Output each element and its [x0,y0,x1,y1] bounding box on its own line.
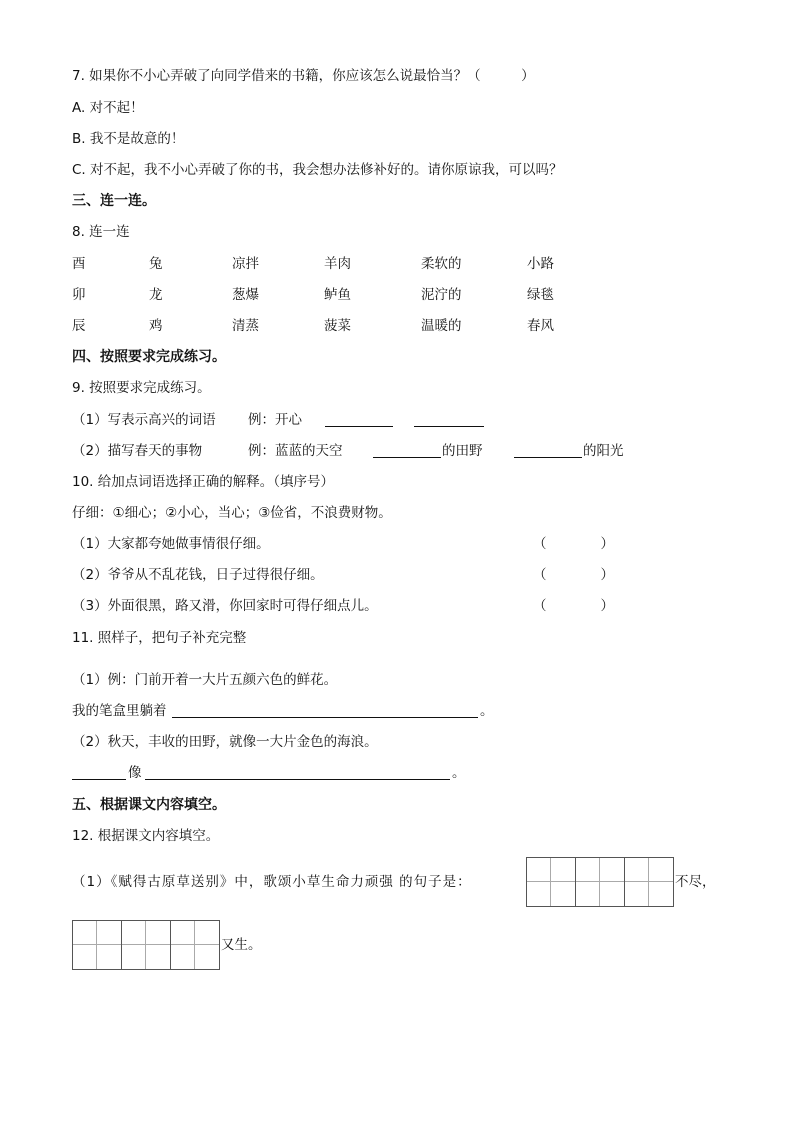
q11-example-2: （2）秋天，丰收的田野，就像一大片金色的海浪。 [72,734,378,750]
q11-fill-2-blank-2[interactable] [145,765,450,780]
q10-definition: 仔细：①细心；②小心，当心；③俭省，不浪费财物。 [72,505,392,521]
q12-char-grid-1 [526,857,674,907]
q9-part1-blank-1[interactable] [325,412,393,427]
match-word[interactable]: 温暖的 [421,318,462,334]
match-word[interactable]: 酉 [72,256,86,272]
q8-stem: 8. 连一连 [72,224,130,240]
q11-fill-2-end: 。 [452,765,466,781]
match-word[interactable]: 小路 [527,256,554,272]
q9-part2-suffix-2: 的阳光 [583,443,624,459]
q11-fill-1-blank[interactable] [172,703,478,718]
q10-answer-3[interactable]: （ ） [533,598,614,614]
match-word[interactable]: 辰 [72,318,86,334]
match-word[interactable]: 兔 [149,256,163,272]
q9-part2-blank-2[interactable] [514,443,582,458]
q12-part1-text: （1）《赋得古原草送别》中，歌颂小草生命力顽强 的句子是： [72,874,472,890]
q12-after-grid-1: 不尽， [675,874,716,890]
q10-item-1: （1）大家都夸她做事情很仔细。 [72,536,270,552]
q9-stem: 9. 按照要求完成练习。 [72,380,211,396]
q9-part1-example: 例：开心 [248,412,302,428]
char-box[interactable] [576,858,625,906]
q12-after-grid-2: 又生。 [221,937,262,953]
char-box[interactable] [122,921,171,969]
q11-fill-2-mid: 像 [128,765,142,781]
match-word[interactable]: 春风 [527,318,554,334]
char-box[interactable] [527,858,576,906]
q7-option-c: C. 对不起，我不小心弄破了你的书，我会想办法修补好的。请你原谅我，可以吗？ [72,162,563,178]
q11-fill-2-blank-1[interactable] [72,765,126,780]
q9-part1-label: （1）写表示高兴的词语 [72,412,216,428]
match-word[interactable]: 葱爆 [232,287,259,303]
match-word[interactable]: 清蒸 [232,318,259,334]
q9-part2-example: 例：蓝蓝的天空 [248,443,343,459]
q9-part2-blank-1[interactable] [373,443,441,458]
match-word[interactable]: 鸡 [149,318,163,334]
q7-stem: 7. 如果你不小心弄破了向同学借来的书籍，你应该怎么说最恰当？（ ） [72,68,535,84]
match-word[interactable]: 柔软的 [421,256,462,272]
match-word[interactable]: 凉拌 [232,256,259,272]
q10-answer-2[interactable]: （ ） [533,567,614,583]
q7-option-a: A. 对不起！ [72,100,144,116]
q10-stem: 10. 给加点词语选择正确的解释。（填序号） [72,474,335,490]
q11-example-1: （1）例：门前开着一大片五颜六色的鲜花。 [72,672,338,688]
match-word[interactable]: 鲈鱼 [324,287,351,303]
q11-fill-1-prefix: 我的笔盒里躺着 [72,703,167,719]
q10-item-3: （3）外面很黑，路又滑，你回家时可得仔细点儿。 [72,598,378,614]
char-box[interactable] [73,921,122,969]
match-word[interactable]: 泥泞的 [421,287,462,303]
q12-char-grid-2 [72,920,220,970]
q9-part2-label: （2）描写春天的事物 [72,443,203,459]
section-4-title: 四、按照要求完成练习。 [72,349,226,365]
char-box[interactable] [171,921,219,969]
q9-part1-blank-2[interactable] [414,412,484,427]
q11-stem: 11. 照样子，把句子补充完整 [72,630,247,646]
q10-item-2: （2）爷爷从不乱花钱，日子过得很仔细。 [72,567,324,583]
q10-answer-1[interactable]: （ ） [533,536,614,552]
match-word[interactable]: 绿毯 [527,287,554,303]
q11-fill-1-end: 。 [480,703,494,719]
section-3-title: 三、连一连。 [72,193,156,209]
q12-stem: 12. 根据课文内容填空。 [72,828,220,844]
section-5-title: 五、根据课文内容填空。 [72,797,226,813]
q9-part2-suffix-1: 的田野 [442,443,483,459]
q7-option-b: B. 我不是故意的！ [72,131,185,147]
match-word[interactable]: 卯 [72,287,86,303]
match-word[interactable]: 龙 [149,287,163,303]
match-word[interactable]: 羊肉 [324,256,351,272]
match-word[interactable]: 菠菜 [324,318,351,334]
char-box[interactable] [625,858,673,906]
